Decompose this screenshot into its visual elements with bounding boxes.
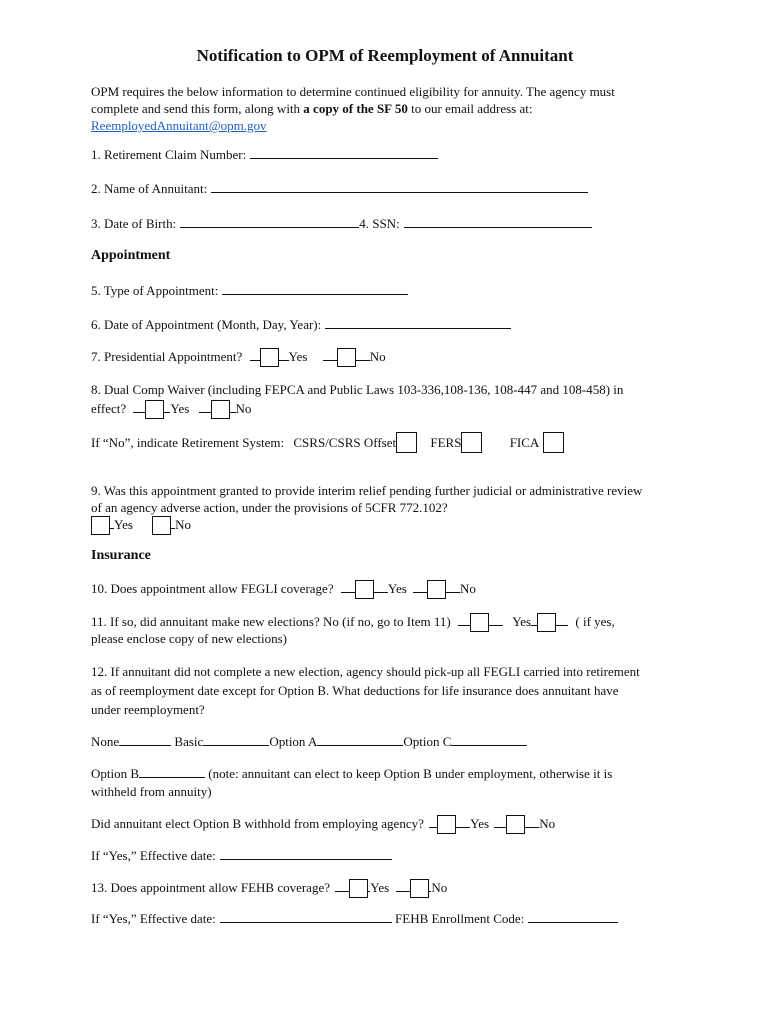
effective-date-2-row (91, 910, 618, 927)
q11-label: 11. If so, did annuitant make new elections? No (if no, go to Item 11) (91, 614, 451, 629)
q13-yes-checkbox[interactable] (349, 879, 368, 898)
q10-no-label: No (460, 581, 476, 596)
q11-line-2: please enclose copy of new elections) (91, 631, 288, 646)
option-b-label: Option B (91, 766, 140, 781)
q7-label: 7. Presidential Appointment? (91, 349, 243, 364)
q12-line-2: as of reemployment date except for Option B. What deductions for life insurance does annuitant have (91, 683, 619, 698)
q6-label: 6. Date of Appointment (Month, Day, Year): (91, 317, 322, 332)
q8-no-checkbox[interactable] (211, 400, 230, 419)
intro-text-a: complete and send this form, along with (91, 101, 304, 116)
option-c-label: Option C (403, 734, 452, 749)
q9-no-label: No (175, 517, 192, 532)
effective-date-1-label: If “Yes,” Effective date: (91, 848, 216, 863)
q9-line-2: of an agency adverse action, under the provisions of 5CFR 772.102? (91, 500, 448, 515)
q9-no-checkbox[interactable] (152, 516, 171, 535)
option-c-field[interactable] (451, 733, 527, 746)
effective-date-2-field[interactable] (220, 910, 392, 923)
effective-date-1-row (91, 847, 392, 864)
option-b-withhold-row (91, 815, 555, 834)
intro-line-2 (91, 101, 532, 117)
option-a-label: Option A (269, 734, 318, 749)
date-of-birth-field[interactable] (180, 215, 359, 228)
q10-yes-checkbox[interactable] (355, 580, 374, 599)
q1-row (91, 146, 438, 163)
q10-label: 10. Does appointment allow FEGLI coverage? (91, 581, 334, 596)
q5-label: 5. Type of Appointment: (91, 283, 219, 298)
q8-no-label: No (235, 401, 252, 416)
q13-no-checkbox[interactable] (410, 879, 429, 898)
q7-yes-label: Yes (288, 349, 308, 364)
q13-no-label: No (431, 880, 448, 895)
q8-yes-checkbox[interactable] (145, 400, 164, 419)
q5-row (91, 282, 408, 299)
fehb-code-label: FEHB Enrollment Code: (395, 911, 525, 926)
csrs-label: CSRS/CSRS Offset (293, 435, 397, 450)
fehb-code-field[interactable] (528, 910, 618, 923)
q6-row (91, 316, 511, 333)
email-link[interactable]: ReemployedAnnuitant@opm.gov (91, 118, 267, 133)
page-title: Notification to OPM of Reemployment of Annuitant (196, 46, 574, 65)
q7-no-checkbox[interactable] (337, 348, 356, 367)
type-of-appointment-field[interactable] (222, 282, 408, 295)
effective-date-2-label: If “Yes,” Effective date: (91, 911, 216, 926)
retirement-system-row (91, 432, 564, 453)
q12-line-1: 12. If annuitant did not complete a new election, agency should pick-up all FEGLI carried into retirement (91, 664, 640, 679)
option-b-row (91, 765, 612, 782)
q3-q4-row (91, 215, 592, 232)
option-b-withhold-no-label: No (539, 816, 556, 831)
q8-yes-label: Yes (170, 401, 190, 416)
fegli-options-row (91, 733, 527, 750)
q8-line-2 (91, 400, 251, 419)
fica-label: FICA (509, 435, 540, 450)
q9-yes-checkbox[interactable] (91, 516, 110, 535)
fers-checkbox[interactable] (461, 432, 482, 453)
q11-yes-checkbox[interactable] (537, 613, 556, 632)
option-basic-label: Basic (174, 734, 204, 749)
q9-yes-label: Yes (114, 517, 133, 532)
q8-label: effect? (91, 401, 127, 416)
q11-no-checkbox[interactable] (470, 613, 489, 632)
appointment-heading: Appointment (91, 248, 171, 263)
q11-row (91, 613, 615, 632)
q10-no-checkbox[interactable] (427, 580, 446, 599)
option-b-withhold-yes-label: Yes (470, 816, 490, 831)
q9-line-1: 9. Was this appointment granted to provide interim relief pending further judicial or administrative review (91, 483, 643, 498)
intro-line-1: OPM requires the below information to determine continued eligibility for annuity. The agency must (91, 84, 615, 99)
q10-yes-label: Yes (387, 581, 407, 596)
q7-no-label: No (369, 349, 386, 364)
retirement-system-label: If “No”, indicate Retirement System: (91, 435, 285, 450)
retirement-claim-number-field[interactable] (250, 146, 438, 159)
fers-label: FERS (430, 435, 462, 450)
q13-yes-label: Yes (370, 880, 390, 895)
q2-label: 2. Name of Annuitant: (91, 181, 208, 196)
q13-row (91, 879, 447, 898)
q2-row (91, 180, 588, 197)
q1-label: 1. Retirement Claim Number: (91, 147, 247, 162)
q4-label: 4. SSN: (359, 216, 400, 231)
q3-label: 3. Date of Birth: (91, 216, 177, 231)
q8-line-1: 8. Dual Comp Waiver (including FEPCA and Public Laws 103-336,108-136, 108-447 and 108-458) in (91, 382, 624, 397)
q7-row (91, 348, 386, 367)
date-of-appointment-field[interactable] (325, 316, 511, 329)
fica-checkbox[interactable] (543, 432, 564, 453)
ssn-field[interactable] (404, 215, 592, 228)
intro-text-b: to our email address at: (407, 101, 533, 116)
option-none-label: None (91, 734, 120, 749)
option-b-withhold-no-checkbox[interactable] (506, 815, 525, 834)
q10-row (91, 580, 476, 599)
option-b-field[interactable] (139, 765, 205, 778)
q13-label: 13. Does appointment allow FEHB coverage? (91, 880, 330, 895)
option-b-note-1: (note: annuitant can elect to keep Option B under employment, otherwise it is (208, 766, 613, 781)
q9-options-row (91, 516, 191, 535)
option-basic-field[interactable] (203, 733, 269, 746)
option-b-note-2: withheld from annuity) (91, 784, 212, 799)
option-none-field[interactable] (119, 733, 171, 746)
q11-tail: ( if yes, (575, 614, 615, 629)
option-b-withhold-yes-checkbox[interactable] (437, 815, 456, 834)
q11-yes-label: Yes (512, 614, 532, 629)
option-b-withhold-label: Did annuitant elect Option B withhold from employing agency? (91, 816, 424, 831)
insurance-heading: Insurance (91, 548, 151, 563)
q7-yes-checkbox[interactable] (260, 348, 279, 367)
intro-sf50: a copy of the SF 50 (303, 101, 408, 116)
csrs-checkbox[interactable] (396, 432, 417, 453)
option-a-field[interactable] (317, 733, 403, 746)
q12-line-3: under reemployment? (91, 702, 205, 717)
annuitant-name-field[interactable] (211, 180, 588, 193)
effective-date-1-field[interactable] (220, 847, 392, 860)
